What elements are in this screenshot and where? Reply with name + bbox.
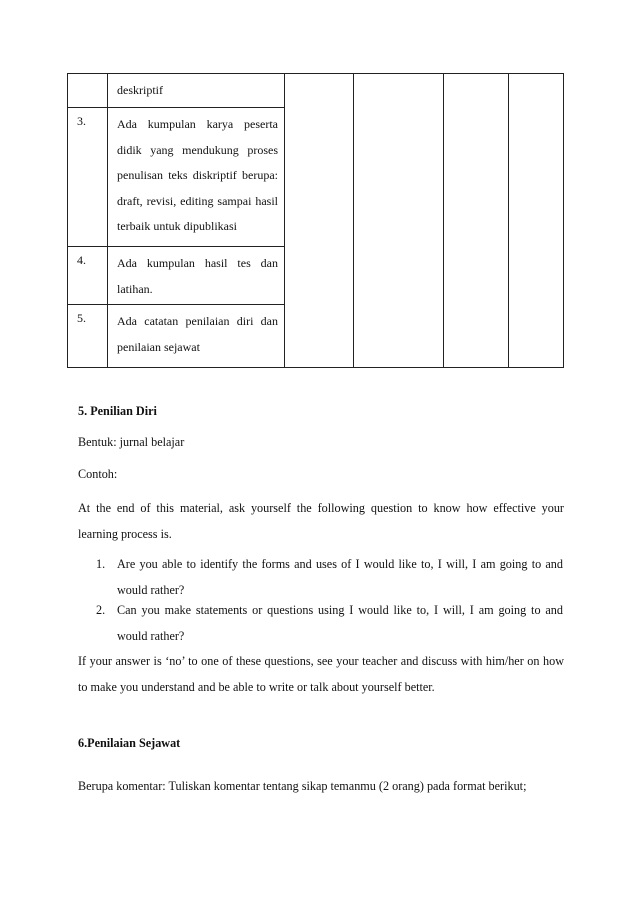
bentuk-line: Bentuk: jurnal belajar <box>78 435 185 449</box>
row-description <box>108 305 285 368</box>
list-item-number: 2. <box>96 603 106 617</box>
row-description <box>108 108 285 247</box>
table-cell-description <box>108 74 285 108</box>
list-item-number: 1. <box>96 557 106 571</box>
table-cell-empty <box>354 74 444 368</box>
assessment-table <box>67 73 564 368</box>
table-cell-empty <box>285 74 354 368</box>
table-cell-number-empty <box>68 74 108 108</box>
row-number: 4. <box>68 247 108 305</box>
row-description-text: Ada catatan penilaian diri dan penilaian sejawat <box>117 314 278 354</box>
section6-heading: 6.Penilaian Sejawat <box>78 736 181 750</box>
list-item-text: Can you make statements or questions using I would like to, I will, I am going to and would rather? <box>117 603 563 643</box>
row-number: 3. <box>68 108 108 247</box>
section5-heading: 5. Penilian Diri <box>78 404 157 418</box>
contoh-line: Contoh: <box>78 467 118 481</box>
row-description <box>108 247 285 305</box>
row-description-text: Ada kumpulan hasil tes dan latihan. <box>117 256 278 296</box>
table-cell-text: deskriptif <box>117 83 163 97</box>
section5-closing: If your answer is ‘no’ to one of these questions, see your teacher and discuss with him/her on how to make you understand and be able to write or talk about yourself better. <box>78 654 564 694</box>
row-number: 5. <box>68 305 108 368</box>
section6-text: Berupa komentar: Tuliskan komentar tentang sikap temanmu (2 orang) pada format berikut; <box>78 779 527 793</box>
table-cell-empty <box>509 74 564 368</box>
section5-intro: At the end of this material, ask yourself the following question to know how effective your learning process is. <box>78 501 564 541</box>
table-cell-empty <box>444 74 509 368</box>
row-description-text: Ada kumpulan karya peserta didik yang mendukung proses penulisan teks diskriptif berupa: draft, revisi, editing sampai hasil terbaik untuk dipublikasi <box>117 117 278 233</box>
list-item-text: Are you able to identify the forms and uses of I would like to, I will, I am going to and would rather? <box>117 557 563 597</box>
